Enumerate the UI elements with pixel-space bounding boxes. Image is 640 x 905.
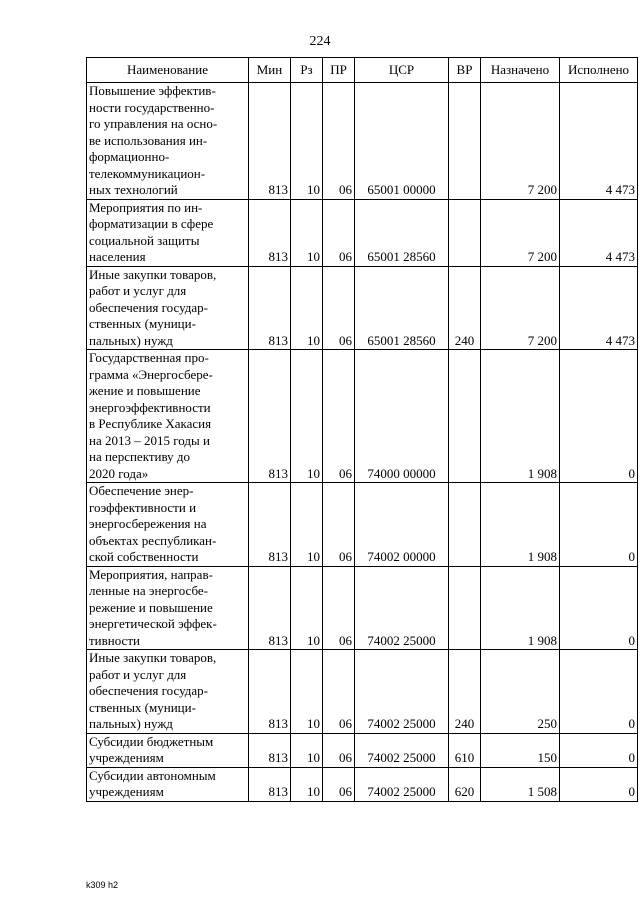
row-csr: 65001 00000	[355, 83, 449, 200]
row-assigned: 150	[481, 733, 560, 767]
row-pr: 06	[323, 650, 355, 734]
row-csr: 74002 25000	[355, 566, 449, 650]
row-vr: 240	[449, 650, 481, 734]
row-rz: 10	[291, 483, 323, 567]
row-min: 813	[249, 767, 291, 801]
row-pr: 06	[323, 266, 355, 350]
row-pr: 06	[323, 483, 355, 567]
header-assigned: Назначено	[481, 58, 560, 83]
row-csr: 65001 28560	[355, 199, 449, 266]
budget-table	[86, 57, 638, 802]
row-assigned: 1 508	[481, 767, 560, 801]
table-row	[87, 566, 638, 650]
row-rz: 10	[291, 733, 323, 767]
row-name: Иные закупки товаров, работ и услуг для обеспечения государ- ственных (муници- пальных) нужд	[87, 650, 249, 734]
row-vr: 240	[449, 266, 481, 350]
row-min: 813	[249, 733, 291, 767]
row-csr: 74000 00000	[355, 350, 449, 483]
row-vr	[449, 483, 481, 567]
row-executed: 0	[560, 350, 638, 483]
row-pr: 06	[323, 733, 355, 767]
row-pr: 06	[323, 566, 355, 650]
row-min: 813	[249, 266, 291, 350]
row-executed: 0	[560, 767, 638, 801]
row-assigned: 1 908	[481, 566, 560, 650]
row-assigned: 1 908	[481, 350, 560, 483]
header-name: Наименование	[87, 58, 249, 83]
row-executed: 4 473	[560, 83, 638, 200]
row-rz: 10	[291, 83, 323, 200]
row-vr	[449, 199, 481, 266]
row-vr: 620	[449, 767, 481, 801]
row-name: Государственная про- грамма «Энергосбере- жение и повышение энергоэффективности в Республике Хакасия на 2013 – 2015 годы и на перспективу до 2020 года»	[87, 350, 249, 483]
row-pr: 06	[323, 199, 355, 266]
table-row	[87, 767, 638, 801]
row-executed: 0	[560, 566, 638, 650]
row-executed: 0	[560, 650, 638, 734]
row-assigned: 7 200	[481, 83, 560, 200]
row-vr	[449, 350, 481, 483]
table-row	[87, 483, 638, 567]
row-executed: 4 473	[560, 266, 638, 350]
row-min: 813	[249, 483, 291, 567]
row-csr: 74002 25000	[355, 767, 449, 801]
row-assigned: 250	[481, 650, 560, 734]
row-assigned: 1 908	[481, 483, 560, 567]
table-row	[87, 266, 638, 350]
footer-code: k309 h2	[86, 880, 119, 890]
header-pr: ПР	[323, 58, 355, 83]
row-name: Мероприятия, направ- ленные на энергосбе- режение и повышение энергетической эффек- тивности	[87, 566, 249, 650]
row-assigned: 7 200	[481, 266, 560, 350]
header-vr: ВР	[449, 58, 481, 83]
row-rz: 10	[291, 767, 323, 801]
table-row	[87, 733, 638, 767]
header-executed: Исполнено	[560, 58, 638, 83]
row-csr: 74002 25000	[355, 650, 449, 734]
row-name: Субсидии автономным учреждениям	[87, 767, 249, 801]
header-csr: ЦСР	[355, 58, 449, 83]
row-min: 813	[249, 650, 291, 734]
row-name: Мероприятия по ин- форматизации в сфере социальной защиты населения	[87, 199, 249, 266]
row-name: Обеспечение энер- гоэффективности и энергосбережения на объектах республикан- ской собственности	[87, 483, 249, 567]
row-rz: 10	[291, 650, 323, 734]
row-name: Повышение эффектив- ности государственно- го управления на осно- ве использования ин- формационно- телекоммуникацион- ных технологий	[87, 83, 249, 200]
row-pr: 06	[323, 350, 355, 483]
table-row	[87, 650, 638, 734]
row-vr: 610	[449, 733, 481, 767]
row-min: 813	[249, 199, 291, 266]
row-executed: 0	[560, 483, 638, 567]
row-assigned: 7 200	[481, 199, 560, 266]
row-min: 813	[249, 83, 291, 200]
row-min: 813	[249, 566, 291, 650]
table-header-row	[87, 58, 638, 83]
row-executed: 4 473	[560, 199, 638, 266]
row-pr: 06	[323, 83, 355, 200]
table-row	[87, 83, 638, 200]
row-executed: 0	[560, 733, 638, 767]
row-rz: 10	[291, 350, 323, 483]
header-min: Мин	[249, 58, 291, 83]
header-rz: Рз	[291, 58, 323, 83]
table-row	[87, 350, 638, 483]
row-rz: 10	[291, 566, 323, 650]
row-csr: 74002 25000	[355, 733, 449, 767]
row-min: 813	[249, 350, 291, 483]
row-rz: 10	[291, 266, 323, 350]
table-row	[87, 199, 638, 266]
row-vr	[449, 83, 481, 200]
page-number: 224	[309, 34, 331, 49]
row-name: Иные закупки товаров, работ и услуг для обеспечения государ- ственных (муници- пальных) нужд	[87, 266, 249, 350]
row-vr	[449, 566, 481, 650]
row-csr: 74002 00000	[355, 483, 449, 567]
row-rz: 10	[291, 199, 323, 266]
row-name: Субсидии бюджетным учреждениям	[87, 733, 249, 767]
row-pr: 06	[323, 767, 355, 801]
row-csr: 65001 28560	[355, 266, 449, 350]
